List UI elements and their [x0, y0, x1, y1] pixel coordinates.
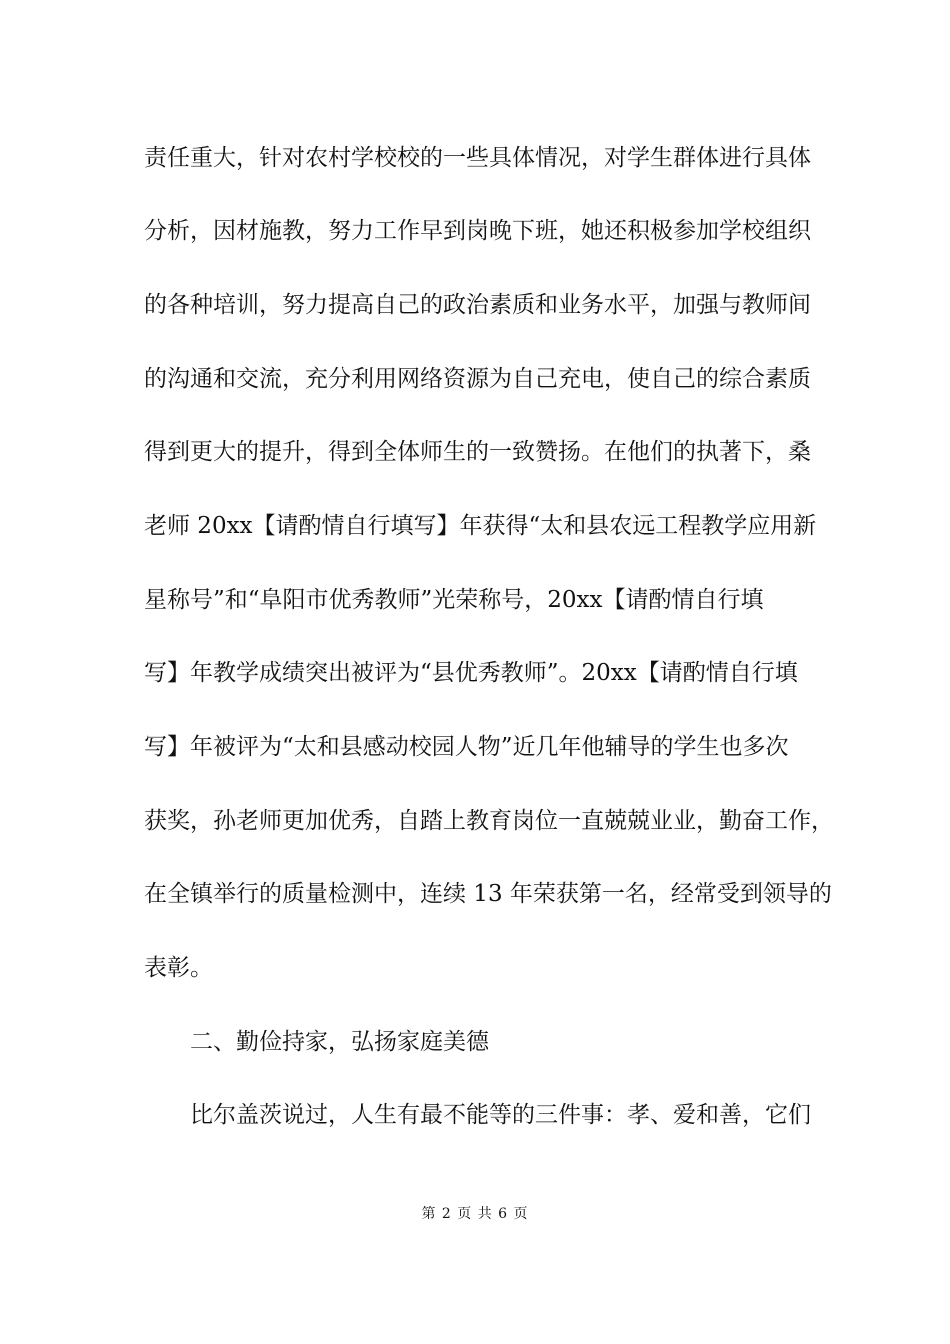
body-line-9: 写】年被评为“太和县感动校园人物”近几年他辅导的学生也多次	[144, 734, 789, 760]
body-line-11: 在全镇举行的质量检测中，连续 13 年荣获第一名，经常受到领导的	[144, 881, 832, 907]
body-line-12: 表彰。	[144, 955, 213, 981]
body-line-6: 老师 20xx【请酌情自行填写】年获得“太和县农远工程教学应用新	[144, 513, 817, 539]
body-line-8: 写】年教学成绩突出被评为“县优秀教师”。20xx【请酌情自行填	[144, 660, 798, 686]
body-line-10: 获奖，孙老师更加优秀，自踏上教育岗位一直兢兢业业，勤奋工作，	[144, 808, 834, 834]
page-number-footer: 第 2 页 共 6 页	[421, 1206, 529, 1222]
body-line-1: 责任重大，针对农村学校校的一些具体情况，对学生群体进行具体	[144, 145, 811, 171]
body-line-2: 分析，因材施教，努力工作早到岗晚下班，她还积极参加学校组织	[144, 218, 811, 244]
body-line-4: 的沟通和交流，充分利用网络资源为自己充电，使自己的综合素质	[144, 366, 811, 392]
section-heading: 二、勤俭持家，弘扬家庭美德	[190, 1029, 489, 1055]
body-line-7: 星称号”和“阜阳市优秀教师”光荣称号，20xx【请酌情自行填	[144, 587, 764, 613]
body-line-13: 比尔盖茨说过，人生有最不能等的三件事：孝、爱和善，它们	[190, 1102, 811, 1128]
body-line-5: 得到更大的提升，得到全体师生的一致赞扬。在他们的执著下，桑	[144, 439, 811, 465]
body-line-3: 的各种培训，努力提高自己的政治素质和业务水平，加强与教师间	[144, 292, 811, 318]
